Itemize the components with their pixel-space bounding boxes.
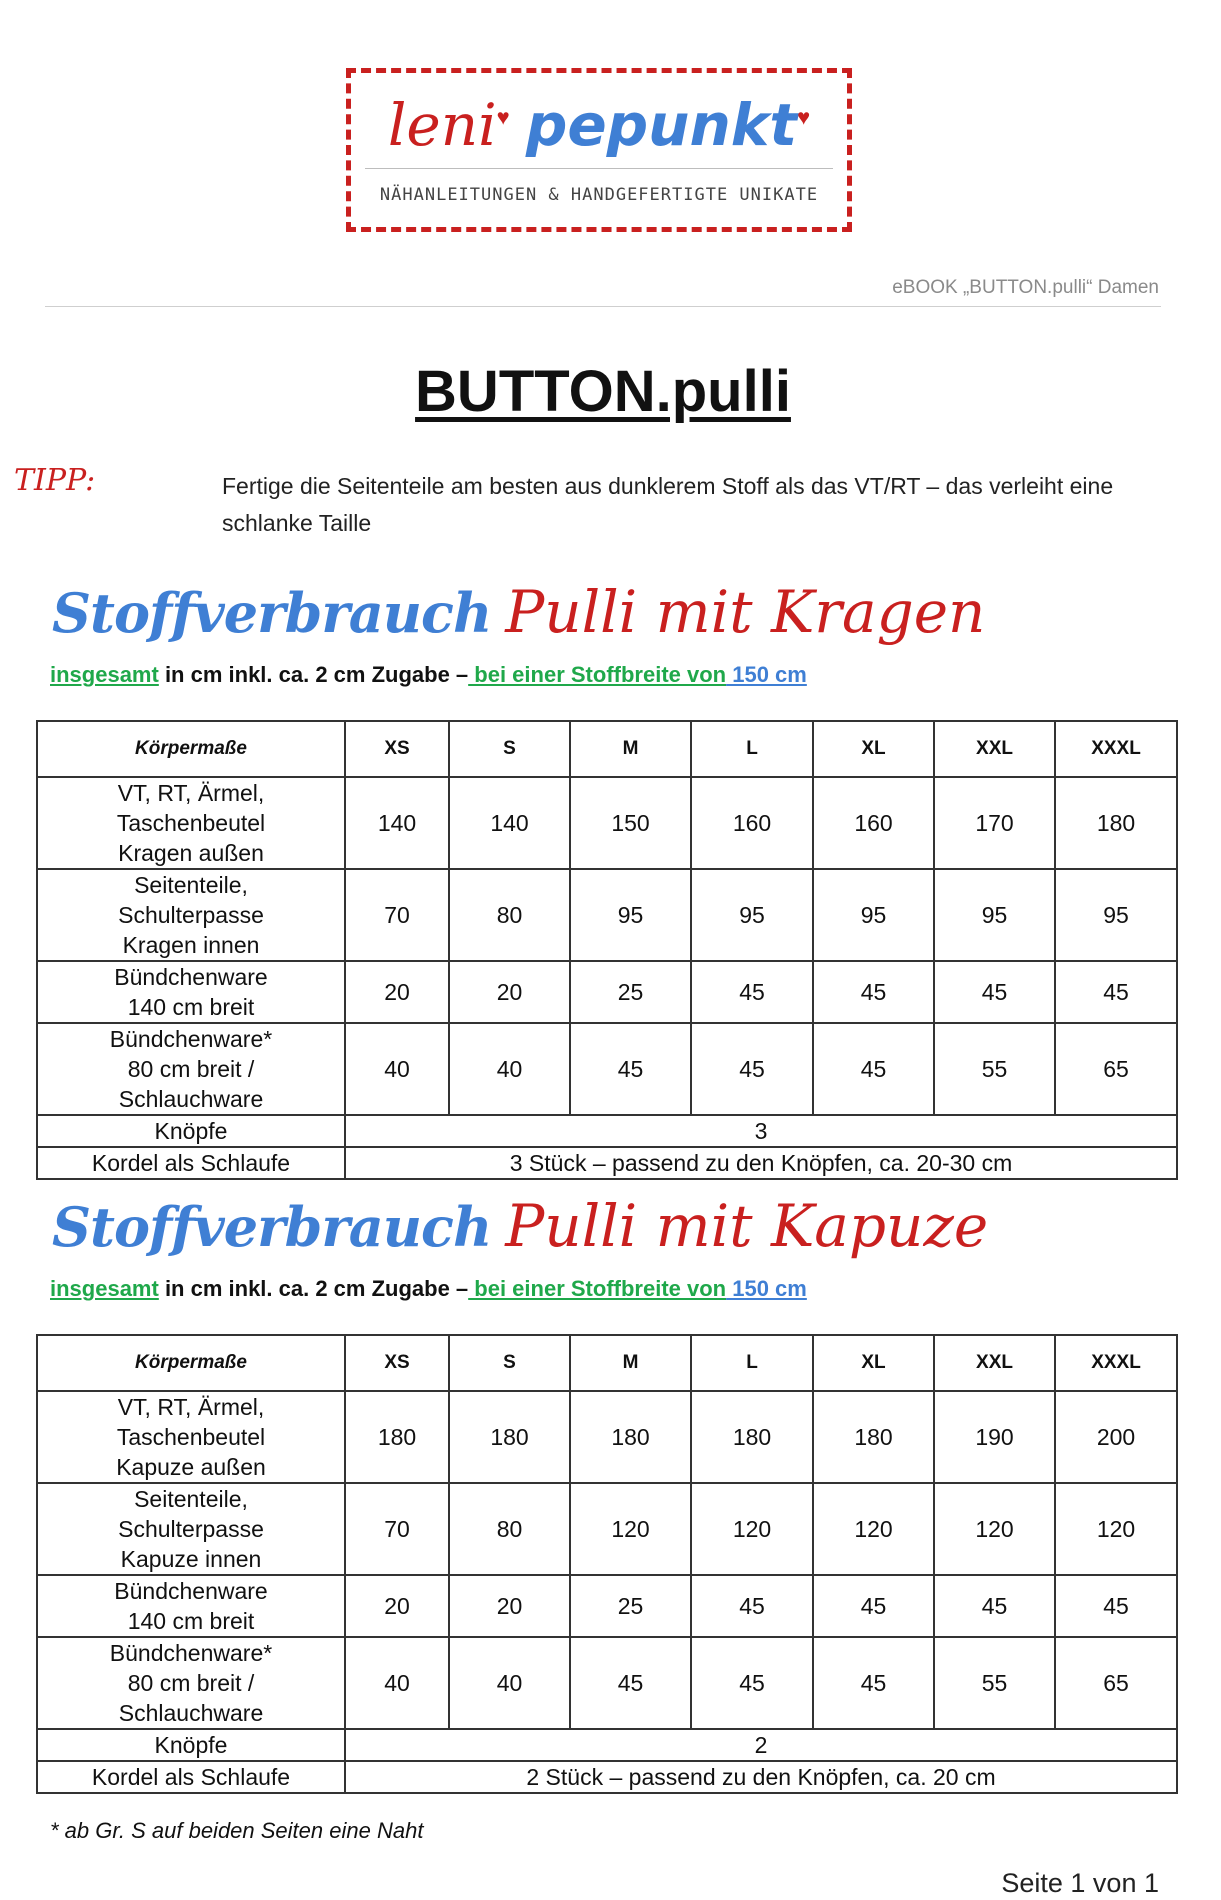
table-cell: 45 bbox=[813, 1637, 934, 1729]
row-label bbox=[37, 1023, 345, 1115]
section-subtitle bbox=[50, 662, 807, 688]
table-cell: 2 bbox=[345, 1729, 1177, 1761]
heart-icon: ♥ bbox=[797, 104, 811, 130]
logo-name-second: pepunkt bbox=[525, 91, 798, 159]
table-cell: 2 Stück – passend zu den Knöpfen, ca. 20 cm bbox=[345, 1761, 1177, 1793]
row-label-line: 80 cm breit / bbox=[127, 1670, 255, 1696]
table-cell: 95 bbox=[1055, 869, 1177, 961]
row-label-line: Kragen innen bbox=[122, 932, 260, 958]
table-cell: 25 bbox=[570, 1575, 691, 1637]
table-row bbox=[37, 777, 1177, 869]
table-row-buttons bbox=[37, 1115, 1177, 1147]
size-header: XXL bbox=[934, 1335, 1055, 1391]
row-label: Kordel als Schlaufe bbox=[37, 1147, 345, 1179]
table-cell: 80 bbox=[449, 869, 570, 961]
size-header: XXXL bbox=[1055, 721, 1177, 777]
table-cell: 200 bbox=[1055, 1391, 1177, 1483]
table-cell: 40 bbox=[345, 1637, 449, 1729]
row-label: Knöpfe bbox=[37, 1115, 345, 1147]
tipp-label: TIPP: bbox=[14, 463, 96, 498]
logo-tagline: NÄHANLEITUNGEN & HANDGEFERTIGTE UNIKATE bbox=[379, 185, 819, 205]
table-cell: 3 bbox=[345, 1115, 1177, 1147]
sub-width-value: 150 cm bbox=[726, 1276, 807, 1301]
table-cell: 40 bbox=[449, 1637, 570, 1729]
table-header-row bbox=[37, 721, 1177, 777]
size-header: M bbox=[570, 1335, 691, 1391]
size-header: XS bbox=[345, 721, 449, 777]
section-heading-kapuze bbox=[52, 1192, 988, 1260]
table-cell: 120 bbox=[1055, 1483, 1177, 1575]
page-number: Seite 1 von 1 bbox=[1001, 1868, 1159, 1898]
ebook-label: eBOOK „BUTTON.pulli“ Damen bbox=[892, 277, 1159, 298]
row-label bbox=[37, 1483, 345, 1575]
table-cell: 160 bbox=[691, 777, 813, 869]
table-cell: 40 bbox=[345, 1023, 449, 1115]
table-cell: 120 bbox=[691, 1483, 813, 1575]
table-cell: 180 bbox=[570, 1391, 691, 1483]
row-label-line: 140 cm breit bbox=[127, 1608, 255, 1634]
row-label-line: Kapuze außen bbox=[116, 1454, 266, 1480]
sub-total: insgesamt bbox=[50, 1276, 159, 1301]
table-row bbox=[37, 1483, 1177, 1575]
table-cell: 45 bbox=[934, 1575, 1055, 1637]
section-heading-blue: Stoffverbrauch bbox=[52, 581, 492, 645]
table-cell: 45 bbox=[570, 1637, 691, 1729]
table-cell: 20 bbox=[345, 1575, 449, 1637]
table-cell: 180 bbox=[345, 1391, 449, 1483]
page-title: BUTTON.pulli bbox=[415, 359, 791, 424]
table-cell: 40 bbox=[449, 1023, 570, 1115]
table-cell: 170 bbox=[934, 777, 1055, 869]
table-cell: 45 bbox=[691, 1575, 813, 1637]
row-label: Kordel als Schlaufe bbox=[37, 1761, 345, 1793]
row-label bbox=[37, 869, 345, 961]
row-label bbox=[37, 1637, 345, 1729]
size-header: S bbox=[449, 721, 570, 777]
tipp-text: Fertige die Seitenteile am besten aus dunklerem Stoff als das VT/RT – das verleiht eine schlanke Taille bbox=[222, 473, 1114, 536]
table-row bbox=[37, 1023, 1177, 1115]
table-cell: 180 bbox=[449, 1391, 570, 1483]
table-row bbox=[37, 961, 1177, 1023]
row-label-line: Bündchenware* bbox=[109, 1640, 273, 1666]
row-label-line: Taschenbeutel bbox=[116, 1424, 266, 1450]
table-cell: 95 bbox=[813, 869, 934, 961]
section-heading-red: Pulli mit Kragen bbox=[505, 578, 986, 646]
size-header: XS bbox=[345, 1335, 449, 1391]
table-row-cord bbox=[37, 1761, 1177, 1793]
table-cell: 70 bbox=[345, 869, 449, 961]
table-cell: 120 bbox=[813, 1483, 934, 1575]
table-cell: 120 bbox=[570, 1483, 691, 1575]
table-cell: 95 bbox=[570, 869, 691, 961]
section-subtitle bbox=[50, 1276, 807, 1302]
table-cell: 180 bbox=[813, 1391, 934, 1483]
table-cell: 45 bbox=[570, 1023, 691, 1115]
logo-wordmark bbox=[351, 91, 847, 159]
table-cell: 65 bbox=[1055, 1637, 1177, 1729]
row-label-line: Bündchenware bbox=[114, 964, 268, 990]
row-label bbox=[37, 961, 345, 1023]
table-row bbox=[37, 869, 1177, 961]
row-label-line: VT, RT, Ärmel, bbox=[117, 780, 265, 806]
table-cell: 190 bbox=[934, 1391, 1055, 1483]
table-row bbox=[37, 1391, 1177, 1483]
row-label-line: Schulterpasse bbox=[118, 1516, 264, 1542]
row-label-line: Seitenteile, bbox=[134, 872, 248, 898]
table-cell: 20 bbox=[345, 961, 449, 1023]
size-header: M bbox=[570, 721, 691, 777]
row-label bbox=[37, 1575, 345, 1637]
table-cell: 45 bbox=[1055, 1575, 1177, 1637]
table-cell: 140 bbox=[345, 777, 449, 869]
table-cell: 95 bbox=[934, 869, 1055, 961]
fabric-table-kragen bbox=[36, 720, 1178, 1180]
section-heading-blue: Stoffverbrauch bbox=[52, 1195, 492, 1259]
size-header: XL bbox=[813, 721, 934, 777]
table-cell: 45 bbox=[813, 961, 934, 1023]
table-cell: 45 bbox=[813, 1575, 934, 1637]
logo-name-first: leni bbox=[387, 91, 497, 159]
table-row bbox=[37, 1575, 1177, 1637]
table-cell: 45 bbox=[934, 961, 1055, 1023]
row-label-line: Schlauchware bbox=[118, 1700, 264, 1726]
table-cell: 3 Stück – passend zu den Knöpfen, ca. 20-30 cm bbox=[345, 1147, 1177, 1179]
table-cell: 45 bbox=[691, 1023, 813, 1115]
footnote: * ab Gr. S auf beiden Seiten eine Naht bbox=[50, 1818, 424, 1843]
table-cell: 45 bbox=[691, 961, 813, 1023]
table-cell: 180 bbox=[1055, 777, 1177, 869]
table-cell: 55 bbox=[934, 1637, 1055, 1729]
table-cell: 70 bbox=[345, 1483, 449, 1575]
table-row bbox=[37, 1637, 1177, 1729]
size-header: XXXL bbox=[1055, 1335, 1177, 1391]
size-header: L bbox=[691, 1335, 813, 1391]
row-label-line: Schlauchware bbox=[118, 1086, 264, 1112]
size-header: L bbox=[691, 721, 813, 777]
table-cell: 20 bbox=[449, 961, 570, 1023]
header-label: Körpermaße bbox=[37, 721, 345, 777]
sub-fabric-width: bei einer Stoffbreite von bbox=[468, 662, 727, 687]
table-cell: 45 bbox=[1055, 961, 1177, 1023]
table-cell: 180 bbox=[691, 1391, 813, 1483]
header-label: Körpermaße bbox=[37, 1335, 345, 1391]
table-row-cord bbox=[37, 1147, 1177, 1179]
table-cell: 150 bbox=[570, 777, 691, 869]
table-cell: 65 bbox=[1055, 1023, 1177, 1115]
sub-allowance: in cm inkl. ca. 2 cm Zugabe – bbox=[158, 1276, 469, 1301]
row-label-line: Schulterpasse bbox=[118, 902, 264, 928]
row-label-line: Taschenbeutel bbox=[116, 810, 266, 836]
row-label-line: Seitenteile, bbox=[134, 1486, 248, 1512]
header-divider bbox=[45, 306, 1161, 307]
row-label-line: 140 cm breit bbox=[127, 994, 255, 1020]
row-label-line: Kapuze innen bbox=[120, 1546, 262, 1572]
table-cell: 55 bbox=[934, 1023, 1055, 1115]
table-cell: 45 bbox=[813, 1023, 934, 1115]
sub-fabric-width: bei einer Stoffbreite von bbox=[468, 1276, 727, 1301]
table-cell: 45 bbox=[691, 1637, 813, 1729]
table-cell: 95 bbox=[691, 869, 813, 961]
table-cell: 140 bbox=[449, 777, 570, 869]
table-cell: 120 bbox=[934, 1483, 1055, 1575]
brand-logo bbox=[346, 68, 852, 232]
table-cell: 20 bbox=[449, 1575, 570, 1637]
section-heading-kragen bbox=[52, 578, 985, 646]
row-label: Knöpfe bbox=[37, 1729, 345, 1761]
row-label-line: VT, RT, Ärmel, bbox=[117, 1394, 265, 1420]
logo-divider bbox=[365, 168, 833, 169]
table-row-buttons bbox=[37, 1729, 1177, 1761]
section-heading-red: Pulli mit Kapuze bbox=[505, 1192, 989, 1260]
size-header: S bbox=[449, 1335, 570, 1391]
row-label-line: 80 cm breit / bbox=[127, 1056, 255, 1082]
heart-icon: ♥ bbox=[496, 104, 510, 130]
table-header-row bbox=[37, 1335, 1177, 1391]
table-cell: 25 bbox=[570, 961, 691, 1023]
table-cell: 80 bbox=[449, 1483, 570, 1575]
row-label-line: Bündchenware bbox=[114, 1578, 268, 1604]
row-label-line: Bündchenware* bbox=[109, 1026, 273, 1052]
fabric-table-kapuze bbox=[36, 1334, 1178, 1794]
size-header: XXL bbox=[934, 721, 1055, 777]
row-label bbox=[37, 1391, 345, 1483]
sub-allowance: in cm inkl. ca. 2 cm Zugabe – bbox=[158, 662, 469, 687]
sub-width-value: 150 cm bbox=[726, 662, 807, 687]
row-label bbox=[37, 777, 345, 869]
sub-total: insgesamt bbox=[50, 662, 159, 687]
row-label-line: Kragen außen bbox=[118, 840, 264, 866]
size-header: XL bbox=[813, 1335, 934, 1391]
table-cell: 160 bbox=[813, 777, 934, 869]
